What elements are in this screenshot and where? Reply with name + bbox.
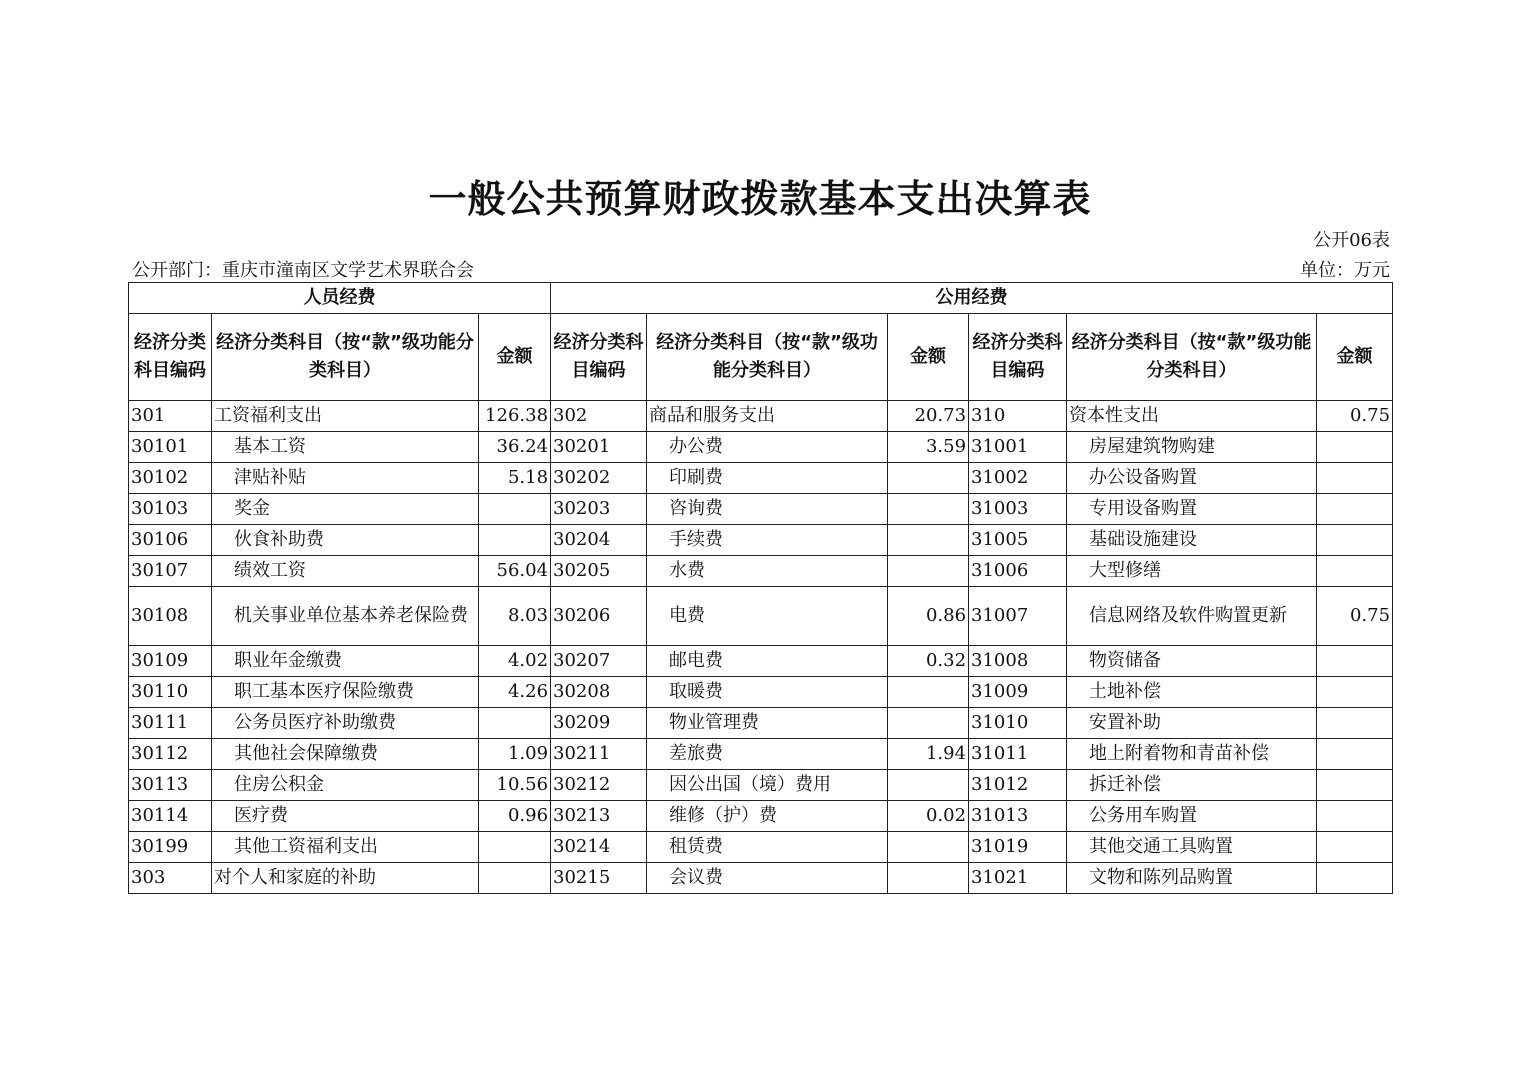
personnel-amount bbox=[479, 863, 551, 894]
capital-amount bbox=[1317, 832, 1393, 863]
column-header-row bbox=[129, 314, 1393, 401]
capital-name: 资本性支出 bbox=[1067, 401, 1317, 432]
goods-amount: 20.73 bbox=[888, 401, 969, 432]
capital-name: 安置补助 bbox=[1067, 708, 1317, 739]
personnel-code: 30103 bbox=[129, 494, 212, 525]
personnel-amount: 5.18 bbox=[479, 463, 551, 494]
column-header-amount: 金额 bbox=[479, 314, 551, 401]
goods-amount bbox=[888, 708, 969, 739]
personnel-name: 对个人和家庭的补助 bbox=[212, 863, 479, 894]
capital-amount bbox=[1317, 677, 1393, 708]
goods-code: 30203 bbox=[551, 494, 647, 525]
personnel-code: 30106 bbox=[129, 525, 212, 556]
expenditure-table bbox=[128, 282, 1393, 894]
capital-amount bbox=[1317, 494, 1393, 525]
column-header-amount: 金额 bbox=[1317, 314, 1393, 401]
goods-amount bbox=[888, 556, 969, 587]
capital-name: 大型修缮 bbox=[1067, 556, 1317, 587]
capital-code: 31007 bbox=[969, 587, 1067, 646]
personnel-code: 30102 bbox=[129, 463, 212, 494]
table-row bbox=[129, 646, 1393, 677]
goods-name: 取暖费 bbox=[647, 677, 888, 708]
goods-amount: 3.59 bbox=[888, 432, 969, 463]
goods-name: 邮电费 bbox=[647, 646, 888, 677]
capital-name: 房屋建筑物购建 bbox=[1067, 432, 1317, 463]
capital-code: 31001 bbox=[969, 432, 1067, 463]
personnel-name: 职工基本医疗保险缴费 bbox=[212, 677, 479, 708]
goods-amount bbox=[888, 832, 969, 863]
goods-name: 手续费 bbox=[647, 525, 888, 556]
personnel-amount: 0.96 bbox=[479, 801, 551, 832]
goods-code: 30207 bbox=[551, 646, 647, 677]
goods-amount bbox=[888, 525, 969, 556]
capital-code: 31008 bbox=[969, 646, 1067, 677]
goods-name: 维修（护）费 bbox=[647, 801, 888, 832]
goods-code: 30212 bbox=[551, 770, 647, 801]
personnel-name: 住房公积金 bbox=[212, 770, 479, 801]
personnel-code: 30111 bbox=[129, 708, 212, 739]
personnel-amount: 1.09 bbox=[479, 739, 551, 770]
table-row bbox=[129, 525, 1393, 556]
personnel-code: 301 bbox=[129, 401, 212, 432]
column-header-name: 经济分类科目（按“款”级功能分类科目） bbox=[647, 314, 888, 401]
goods-name: 因公出国（境）费用 bbox=[647, 770, 888, 801]
personnel-amount: 4.26 bbox=[479, 677, 551, 708]
capital-code: 31009 bbox=[969, 677, 1067, 708]
goods-amount bbox=[888, 463, 969, 494]
goods-amount: 0.02 bbox=[888, 801, 969, 832]
table-row bbox=[129, 463, 1393, 494]
personnel-amount: 126.38 bbox=[479, 401, 551, 432]
personnel-amount bbox=[479, 832, 551, 863]
goods-amount: 0.32 bbox=[888, 646, 969, 677]
goods-name: 办公费 bbox=[647, 432, 888, 463]
column-header-name: 经济分类科目（按“款”级功能分类科目） bbox=[212, 314, 479, 401]
form-number: 公开06表 bbox=[1313, 230, 1390, 251]
table-row bbox=[129, 401, 1393, 432]
goods-amount bbox=[888, 863, 969, 894]
table-row bbox=[129, 832, 1393, 863]
personnel-code: 30113 bbox=[129, 770, 212, 801]
table-row bbox=[129, 432, 1393, 463]
personnel-name: 奖金 bbox=[212, 494, 479, 525]
table-row bbox=[129, 677, 1393, 708]
goods-name: 租赁费 bbox=[647, 832, 888, 863]
goods-amount: 0.86 bbox=[888, 587, 969, 646]
capital-code: 31005 bbox=[969, 525, 1067, 556]
capital-amount: 0.75 bbox=[1317, 401, 1393, 432]
goods-code: 30204 bbox=[551, 525, 647, 556]
goods-name: 电费 bbox=[647, 587, 888, 646]
personnel-name: 伙食补助费 bbox=[212, 525, 479, 556]
capital-name: 物资储备 bbox=[1067, 646, 1317, 677]
capital-code: 31021 bbox=[969, 863, 1067, 894]
goods-code: 30205 bbox=[551, 556, 647, 587]
personnel-name: 绩效工资 bbox=[212, 556, 479, 587]
goods-name: 咨询费 bbox=[647, 494, 888, 525]
capital-name: 信息网络及软件购置更新 bbox=[1067, 587, 1317, 646]
goods-code: 30215 bbox=[551, 863, 647, 894]
personnel-code: 30110 bbox=[129, 677, 212, 708]
page-title: 一般公共预算财政拨款基本支出决算表 bbox=[428, 177, 1092, 221]
column-header-code: 经济分类科目编码 bbox=[969, 314, 1067, 401]
column-header-code: 经济分类科目编码 bbox=[129, 314, 212, 401]
table-row bbox=[129, 494, 1393, 525]
goods-code: 30209 bbox=[551, 708, 647, 739]
table-row bbox=[129, 739, 1393, 770]
capital-code: 31012 bbox=[969, 770, 1067, 801]
personnel-amount bbox=[479, 494, 551, 525]
capital-name: 土地补偿 bbox=[1067, 677, 1317, 708]
capital-name: 基础设施建设 bbox=[1067, 525, 1317, 556]
goods-code: 302 bbox=[551, 401, 647, 432]
personnel-name: 基本工资 bbox=[212, 432, 479, 463]
goods-code: 30213 bbox=[551, 801, 647, 832]
capital-name: 文物和陈列品购置 bbox=[1067, 863, 1317, 894]
capital-name: 公务用车购置 bbox=[1067, 801, 1317, 832]
personnel-name: 工资福利支出 bbox=[212, 401, 479, 432]
capital-name: 办公设备购置 bbox=[1067, 463, 1317, 494]
group-public-header: 公用经费 bbox=[551, 283, 1393, 314]
personnel-name: 机关事业单位基本养老保险费 bbox=[212, 587, 479, 646]
goods-name: 印刷费 bbox=[647, 463, 888, 494]
capital-code: 31003 bbox=[969, 494, 1067, 525]
goods-amount bbox=[888, 494, 969, 525]
capital-code: 31013 bbox=[969, 801, 1067, 832]
capital-amount bbox=[1317, 646, 1393, 677]
goods-name: 差旅费 bbox=[647, 739, 888, 770]
personnel-name: 医疗费 bbox=[212, 801, 479, 832]
personnel-name: 职业年金缴费 bbox=[212, 646, 479, 677]
personnel-code: 30112 bbox=[129, 739, 212, 770]
capital-amount bbox=[1317, 770, 1393, 801]
goods-name: 水费 bbox=[647, 556, 888, 587]
capital-amount bbox=[1317, 863, 1393, 894]
goods-name: 物业管理费 bbox=[647, 708, 888, 739]
unit-label: 单位：万元 bbox=[1300, 260, 1390, 281]
table-row bbox=[129, 801, 1393, 832]
group-personnel-header: 人员经费 bbox=[129, 283, 551, 314]
personnel-code: 30107 bbox=[129, 556, 212, 587]
group-header-row bbox=[129, 283, 1393, 314]
capital-name: 专用设备购置 bbox=[1067, 494, 1317, 525]
goods-code: 30202 bbox=[551, 463, 647, 494]
personnel-code: 30114 bbox=[129, 801, 212, 832]
capital-code: 31010 bbox=[969, 708, 1067, 739]
goods-name: 会议费 bbox=[647, 863, 888, 894]
table-row bbox=[129, 587, 1393, 646]
column-header-name: 经济分类科目（按“款”级功能分类科目） bbox=[1067, 314, 1317, 401]
goods-amount bbox=[888, 770, 969, 801]
personnel-amount bbox=[479, 708, 551, 739]
goods-name: 商品和服务支出 bbox=[647, 401, 888, 432]
personnel-name: 其他社会保障缴费 bbox=[212, 739, 479, 770]
personnel-amount bbox=[479, 525, 551, 556]
capital-amount bbox=[1317, 801, 1393, 832]
capital-name: 拆迁补偿 bbox=[1067, 770, 1317, 801]
table-row bbox=[129, 770, 1393, 801]
column-header-code: 经济分类科目编码 bbox=[551, 314, 647, 401]
capital-name: 地上附着物和青苗补偿 bbox=[1067, 739, 1317, 770]
capital-code: 31019 bbox=[969, 832, 1067, 863]
goods-code: 30201 bbox=[551, 432, 647, 463]
capital-amount bbox=[1317, 463, 1393, 494]
personnel-code: 30101 bbox=[129, 432, 212, 463]
personnel-code: 30199 bbox=[129, 832, 212, 863]
capital-amount bbox=[1317, 739, 1393, 770]
capital-name: 其他交通工具购置 bbox=[1067, 832, 1317, 863]
personnel-amount: 56.04 bbox=[479, 556, 551, 587]
capital-amount bbox=[1317, 525, 1393, 556]
column-header-amount: 金额 bbox=[888, 314, 969, 401]
capital-amount bbox=[1317, 432, 1393, 463]
capital-amount: 0.75 bbox=[1317, 587, 1393, 646]
table-row bbox=[129, 556, 1393, 587]
goods-code: 30214 bbox=[551, 832, 647, 863]
goods-amount bbox=[888, 677, 969, 708]
goods-code: 30208 bbox=[551, 677, 647, 708]
personnel-name: 其他工资福利支出 bbox=[212, 832, 479, 863]
capital-code: 31006 bbox=[969, 556, 1067, 587]
personnel-name: 公务员医疗补助缴费 bbox=[212, 708, 479, 739]
goods-code: 30206 bbox=[551, 587, 647, 646]
table-row bbox=[129, 708, 1393, 739]
personnel-name: 津贴补贴 bbox=[212, 463, 479, 494]
capital-amount bbox=[1317, 708, 1393, 739]
department-label: 公开部门：重庆市潼南区文学艺术界联合会 bbox=[132, 260, 474, 281]
capital-amount bbox=[1317, 556, 1393, 587]
capital-code: 31011 bbox=[969, 739, 1067, 770]
table-row bbox=[129, 863, 1393, 894]
personnel-amount: 4.02 bbox=[479, 646, 551, 677]
personnel-code: 30109 bbox=[129, 646, 212, 677]
personnel-amount: 10.56 bbox=[479, 770, 551, 801]
personnel-code: 303 bbox=[129, 863, 212, 894]
personnel-amount: 8.03 bbox=[479, 587, 551, 646]
goods-amount: 1.94 bbox=[888, 739, 969, 770]
personnel-code: 30108 bbox=[129, 587, 212, 646]
goods-code: 30211 bbox=[551, 739, 647, 770]
capital-code: 310 bbox=[969, 401, 1067, 432]
personnel-amount: 36.24 bbox=[479, 432, 551, 463]
capital-code: 31002 bbox=[969, 463, 1067, 494]
